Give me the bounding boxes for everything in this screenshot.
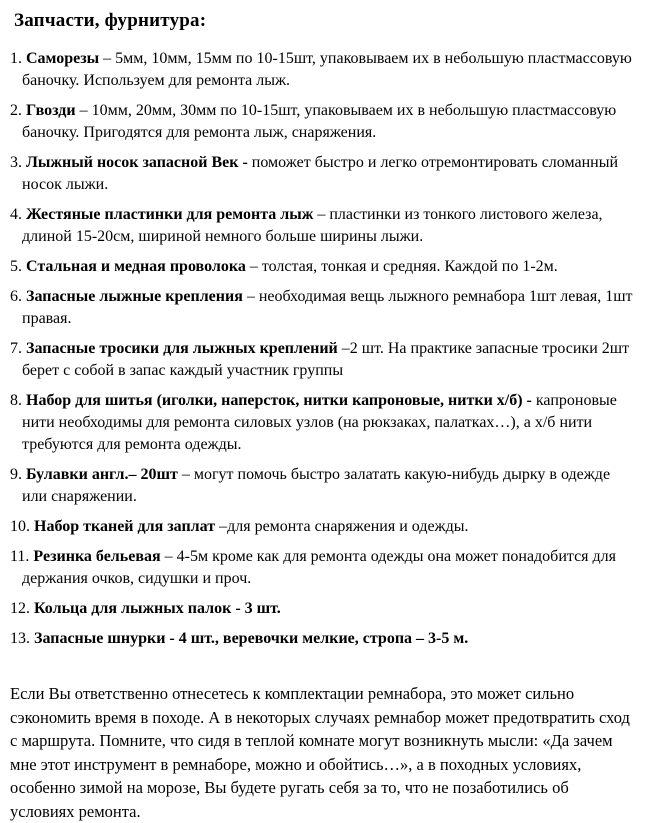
item-name: Запасные лыжные крепления xyxy=(26,288,243,305)
list-item xyxy=(10,338,637,382)
list-item xyxy=(10,204,637,248)
closing-paragraph: Если Вы ответственно отнесетесь к комплектации ремнабора, это может сильно сэкономить время в походе. А в некоторых случаях ремнабор может предотвратить сход с маршрута. Помните, что сидя в теплой комнате могут возникнуть мысли: «Да зачем мне этот инструмент в ремнаборе, можно и обойтись…», а в походных условиях, особенно зимой на морозе, Вы будете ругать себя за то, что не позаботились об условиях ремонта. xyxy=(10,684,630,821)
list-item xyxy=(10,390,637,456)
item-number: 7. xyxy=(10,340,22,357)
page-title: Запчасти, фурнитура: xyxy=(14,10,207,31)
item-number: 2. xyxy=(10,102,22,119)
item-name: Стальная и медная проволока xyxy=(26,258,246,275)
item-number: 5. xyxy=(10,258,22,275)
list-item xyxy=(10,598,637,620)
item-number: 3. xyxy=(10,154,22,171)
list-item xyxy=(10,100,637,144)
item-description: поможет быстро и легко отремонтировать сломанный носок лыжи. xyxy=(22,154,619,193)
item-description: – пластинки из тонкого листового железа, длиной 15-20см, шириной немного больше ширины лыжи. xyxy=(22,206,603,245)
item-description: – толстая, тонкая и средняя. Каждой по 1-2м. xyxy=(249,258,558,275)
item-description: – необходимая вещь лыжного ремнабора 1шт левая, 1шт правая. xyxy=(22,288,633,327)
item-name: Лыжный носок запасной Век - xyxy=(26,154,248,171)
list-item xyxy=(10,628,637,650)
item-description: – 5мм, 10мм, 15мм по 10-15шт, упаковываем их в небольшую пластмассовую баночку. Используем для ремонта лыж. xyxy=(22,50,632,89)
item-description: –для ремонта снаряжения и одежды. xyxy=(219,518,469,535)
list-item xyxy=(10,256,637,278)
item-name: Набор тканей для заплат xyxy=(34,518,216,535)
item-description: – могут помочь быстро залатать какую-нибудь дырку в одежде или снаряжении. xyxy=(22,466,611,505)
list-item xyxy=(10,546,637,590)
list-item xyxy=(10,48,637,92)
item-name: Запасные тросики для лыжных креплений xyxy=(26,340,338,357)
item-name: Гвозди xyxy=(26,102,76,119)
item-name: Кольца для лыжных палок - 3 шт. xyxy=(34,600,281,617)
item-name: Резинка бельевая xyxy=(33,548,161,565)
item-number: 11. xyxy=(10,548,30,565)
list-item xyxy=(10,516,637,538)
item-name: Саморезы xyxy=(26,50,100,67)
item-number: 9. xyxy=(10,466,22,483)
item-number: 1. xyxy=(10,50,22,67)
item-number: 12. xyxy=(10,600,30,617)
list-item xyxy=(10,286,637,330)
item-number: 13. xyxy=(10,630,30,647)
item-description: – 10мм, 20мм, 30мм по 10-15шт, упаковываем их в небольшую пластмассовую баночку. Пригодятся для ремонта лыж, снаряжения. xyxy=(22,102,617,141)
item-number: 10. xyxy=(10,518,30,535)
list-item xyxy=(10,152,637,196)
item-name: Запасные шнурки - 4 шт., веревочки мелкие, стропа – 3-5 м. xyxy=(34,630,469,647)
item-description: – 4-5м кроме как для ремонта одежды она может понадобится для держания очков, сидушки и проч. xyxy=(22,548,617,587)
item-name: Жестяные пластинки для ремонта лыж xyxy=(26,206,314,223)
item-number: 6. xyxy=(10,288,22,305)
item-name: Булавки англ.– 20шт xyxy=(26,466,178,483)
item-number: 8. xyxy=(10,392,22,409)
list-item xyxy=(10,464,637,508)
item-number: 4. xyxy=(10,206,22,223)
item-description: капроновые нити необходимы для ремонта силовых узлов (на рюкзаках, палатках…), а х/б нити требуются для ремонта одежды. xyxy=(22,392,617,453)
parts-list xyxy=(10,48,637,650)
item-description: –2 шт. На практике запасные тросики 2шт берет с собой в запас каждый участник группы xyxy=(22,340,630,379)
item-name: Набор для шитья (иголки, наперсток, нитки капроновые, нитки х/б) - xyxy=(26,392,532,409)
